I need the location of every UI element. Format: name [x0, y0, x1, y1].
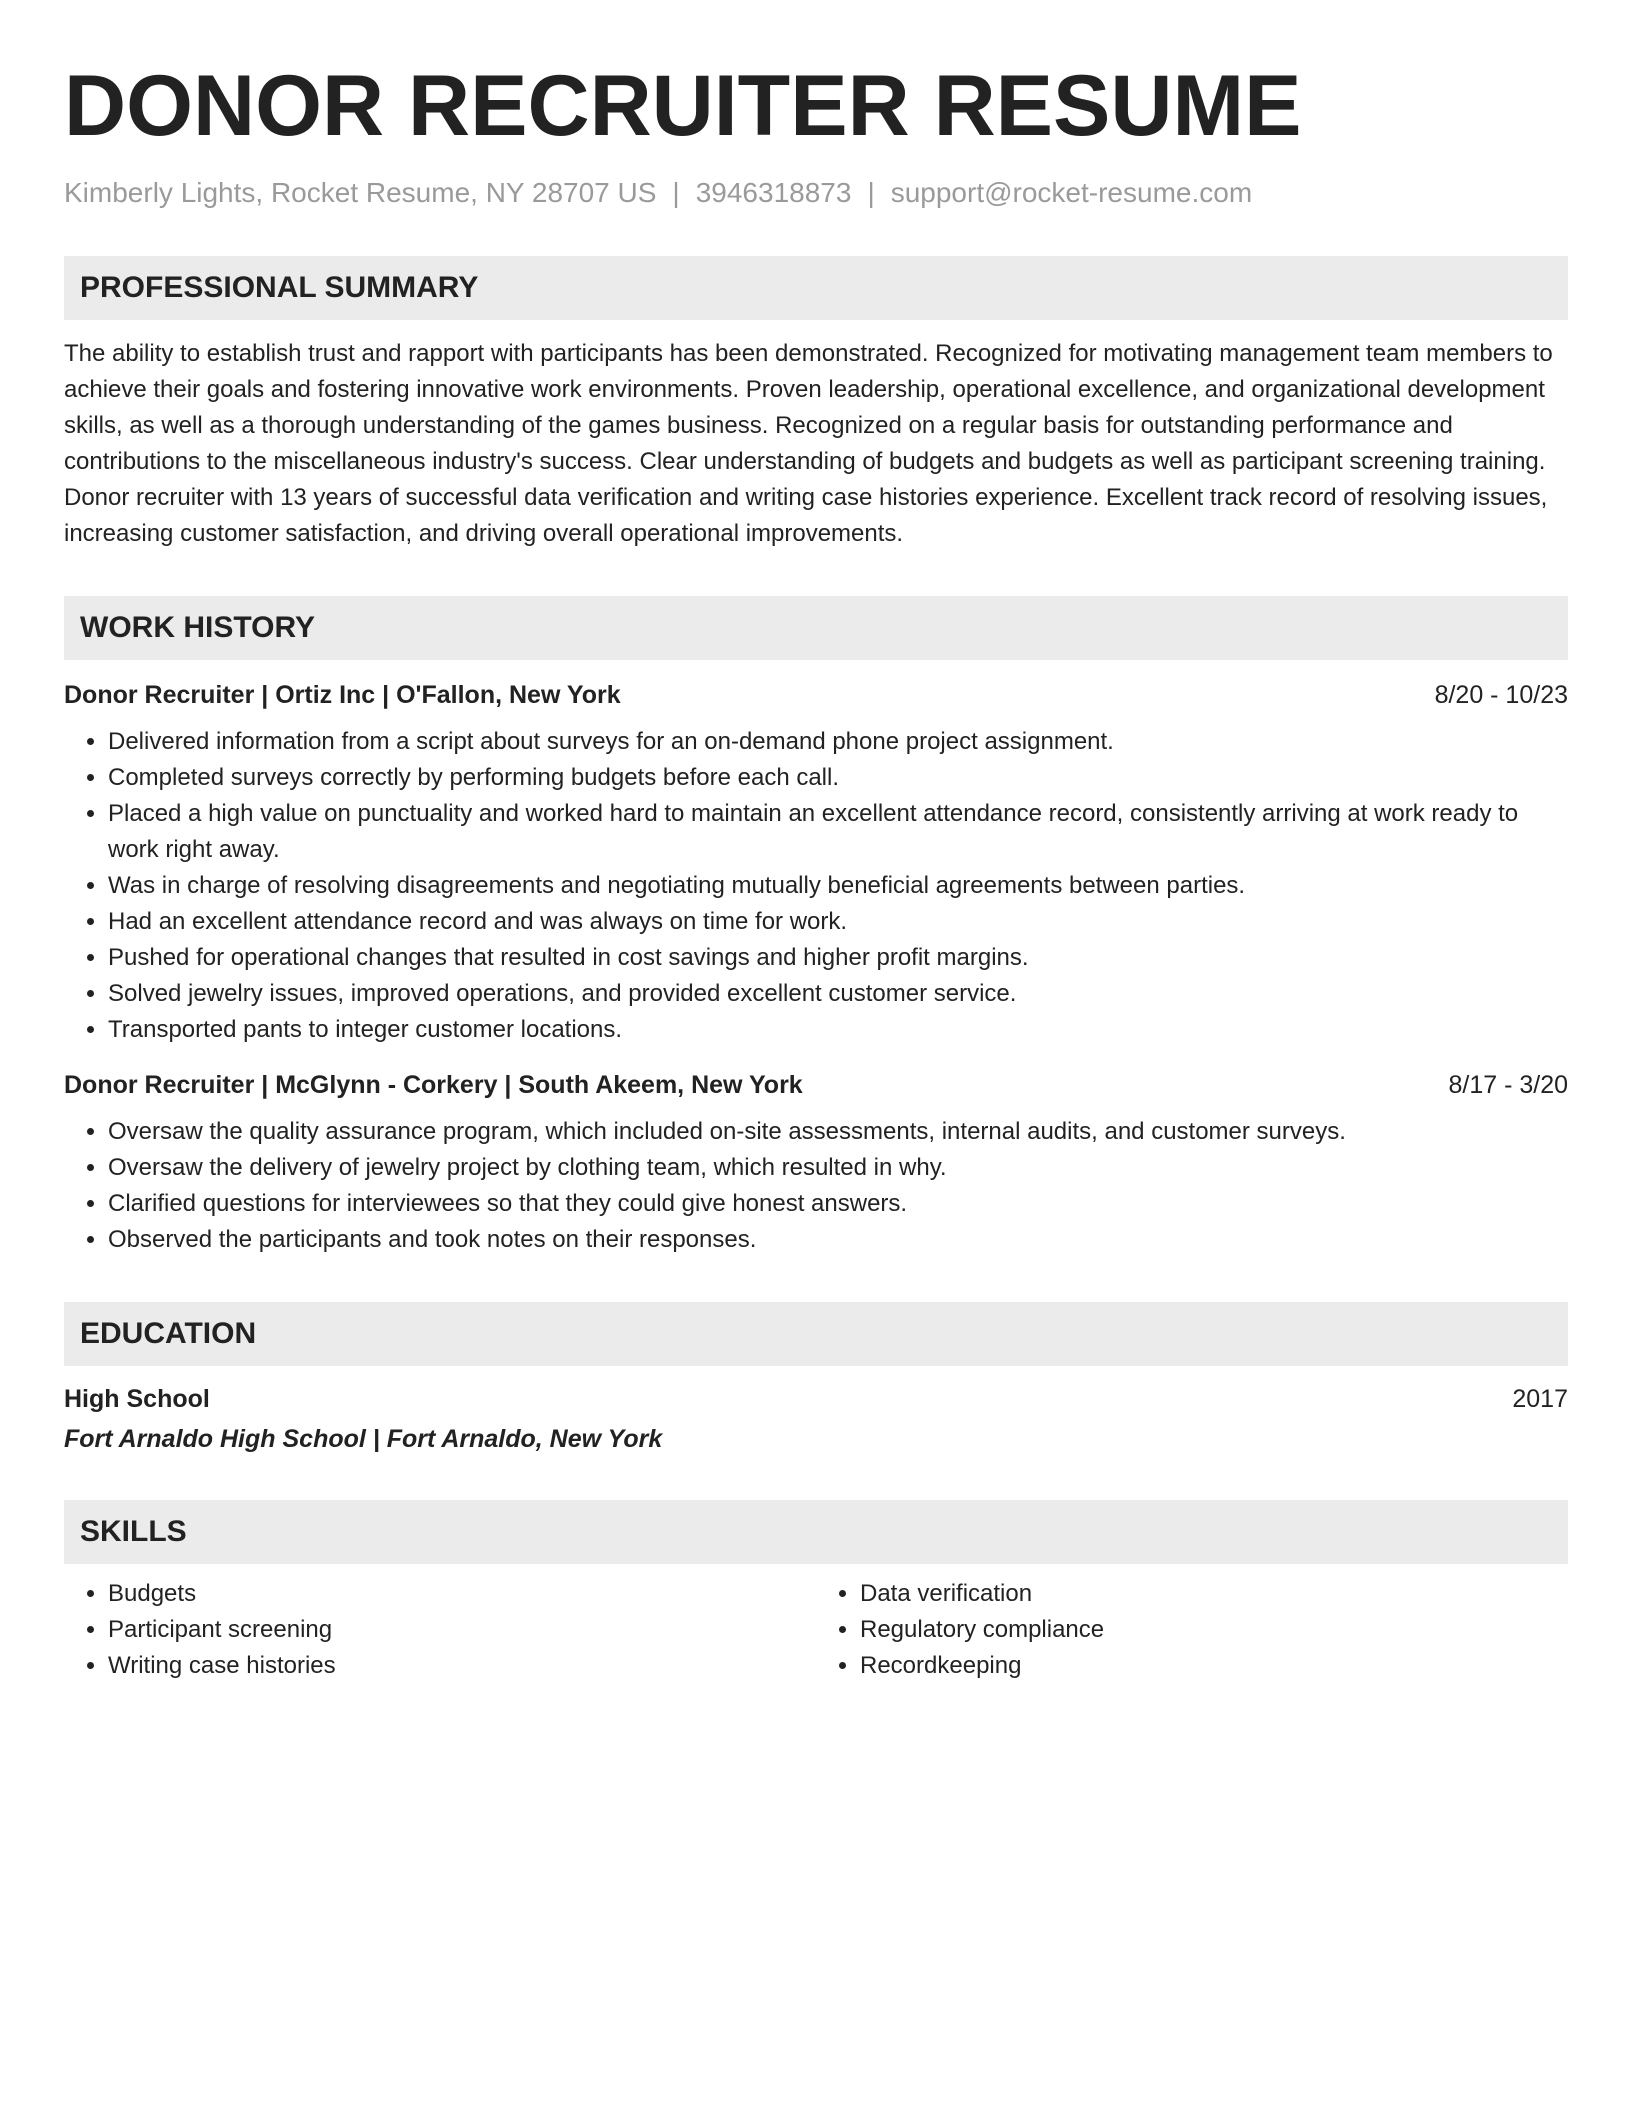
contact-separator: |	[867, 177, 875, 208]
job-bullet: • Oversaw the quality assurance program, which included on-site assessments, internal audits, and customer surveys.	[108, 1114, 1568, 1150]
job-bullet: • Was in charge of resolving disagreements and negotiating mutually beneficial agreements between parties.	[108, 868, 1568, 904]
job-entry	[64, 1068, 1568, 1258]
job-bullets	[64, 1114, 1568, 1258]
skills-grid	[64, 1576, 1568, 1684]
job-header	[64, 678, 1568, 712]
job-dates: 8/20 - 10/23	[1434, 681, 1568, 709]
section-header-education: EDUCATION	[64, 1302, 1568, 1366]
section-header-work-history: WORK HISTORY	[64, 596, 1568, 660]
contact-email[interactable]: support@rocket-resume.com	[890, 177, 1253, 208]
job-bullet: • Clarified questions for interviewees so that they could give honest answers.	[108, 1186, 1568, 1222]
job-bullet: • Placed a high value on punctuality and worked hard to maintain an excellent attendance record, consistently arriving at work ready to work right away.	[108, 796, 1568, 868]
job-bullet: • Transported pants to integer customer locations.	[108, 1012, 1568, 1048]
job-bullet: • Had an excellent attendance record and was always on time for work.	[108, 904, 1568, 940]
skill-item: • Participant screening	[108, 1612, 816, 1648]
job-bullet: • Observed the participants and took notes on their responses.	[108, 1222, 1568, 1258]
job-bullet: • Oversaw the delivery of jewelry project by clothing team, which resulted in why.	[108, 1150, 1568, 1186]
job-bullets	[64, 724, 1568, 1048]
job-title: Donor Recruiter | Ortiz Inc | O'Fallon, New York	[64, 681, 621, 709]
contact-phone: 3946318873	[695, 177, 852, 208]
summary-text: The ability to establish trust and rapport with participants has been demonstrated. Recognized for motivating management team members to achieve their goals and fostering innovative work environments. Proven leadership, operational excellence, and organizational development skills, as well as a thorough understanding of the games business. Recognized on a regular basis for outstanding performance and contributions to the miscellaneous industry's success. Clear understanding of budgets and budgets as well as participant screening training. Donor recruiter with 13 years of successful data verification and writing case histories experience. Excellent track record of resolving issues, increasing customer satisfaction, and driving overall operational improvements.	[64, 340, 1553, 547]
skills-column-right	[816, 1576, 1568, 1684]
contact-separator: |	[672, 177, 680, 208]
skill-item: • Recordkeeping	[860, 1648, 1568, 1684]
section-header-skills: SKILLS	[64, 1500, 1568, 1564]
job-bullet: • Delivered information from a script about surveys for an on-demand phone project assignment.	[108, 724, 1568, 760]
skill-item: • Regulatory compliance	[860, 1612, 1568, 1648]
skills-column-left	[64, 1576, 816, 1684]
education-school: Fort Arnaldo High School | Fort Arnaldo, New York	[64, 1425, 663, 1453]
skill-item: • Writing case histories	[108, 1648, 816, 1684]
job-title: Donor Recruiter | McGlynn - Corkery | South Akeem, New York	[64, 1071, 803, 1099]
job-bullet: • Pushed for operational changes that resulted in cost savings and higher profit margins.	[108, 940, 1568, 976]
resume-title: DONOR RECRUITER RESUME	[64, 58, 1302, 154]
job-entry	[64, 678, 1568, 1048]
skill-item: • Budgets	[108, 1576, 816, 1612]
job-bullet: • Completed surveys correctly by performing budgets before each call.	[108, 760, 1568, 796]
section-header-summary: PROFESSIONAL SUMMARY	[64, 256, 1568, 320]
skill-item: • Data verification	[860, 1576, 1568, 1612]
contact-line	[64, 176, 1568, 210]
job-header	[64, 1068, 1568, 1102]
job-dates: 8/17 - 3/20	[1448, 1071, 1568, 1099]
contact-address: Kimberly Lights, Rocket Resume, NY 28707 US	[64, 177, 657, 208]
education-year: 2017	[1512, 1385, 1568, 1413]
education-degree: High School	[64, 1385, 210, 1413]
job-bullet: • Solved jewelry issues, improved operations, and provided excellent customer service.	[108, 976, 1568, 1012]
education-header	[64, 1382, 1568, 1416]
